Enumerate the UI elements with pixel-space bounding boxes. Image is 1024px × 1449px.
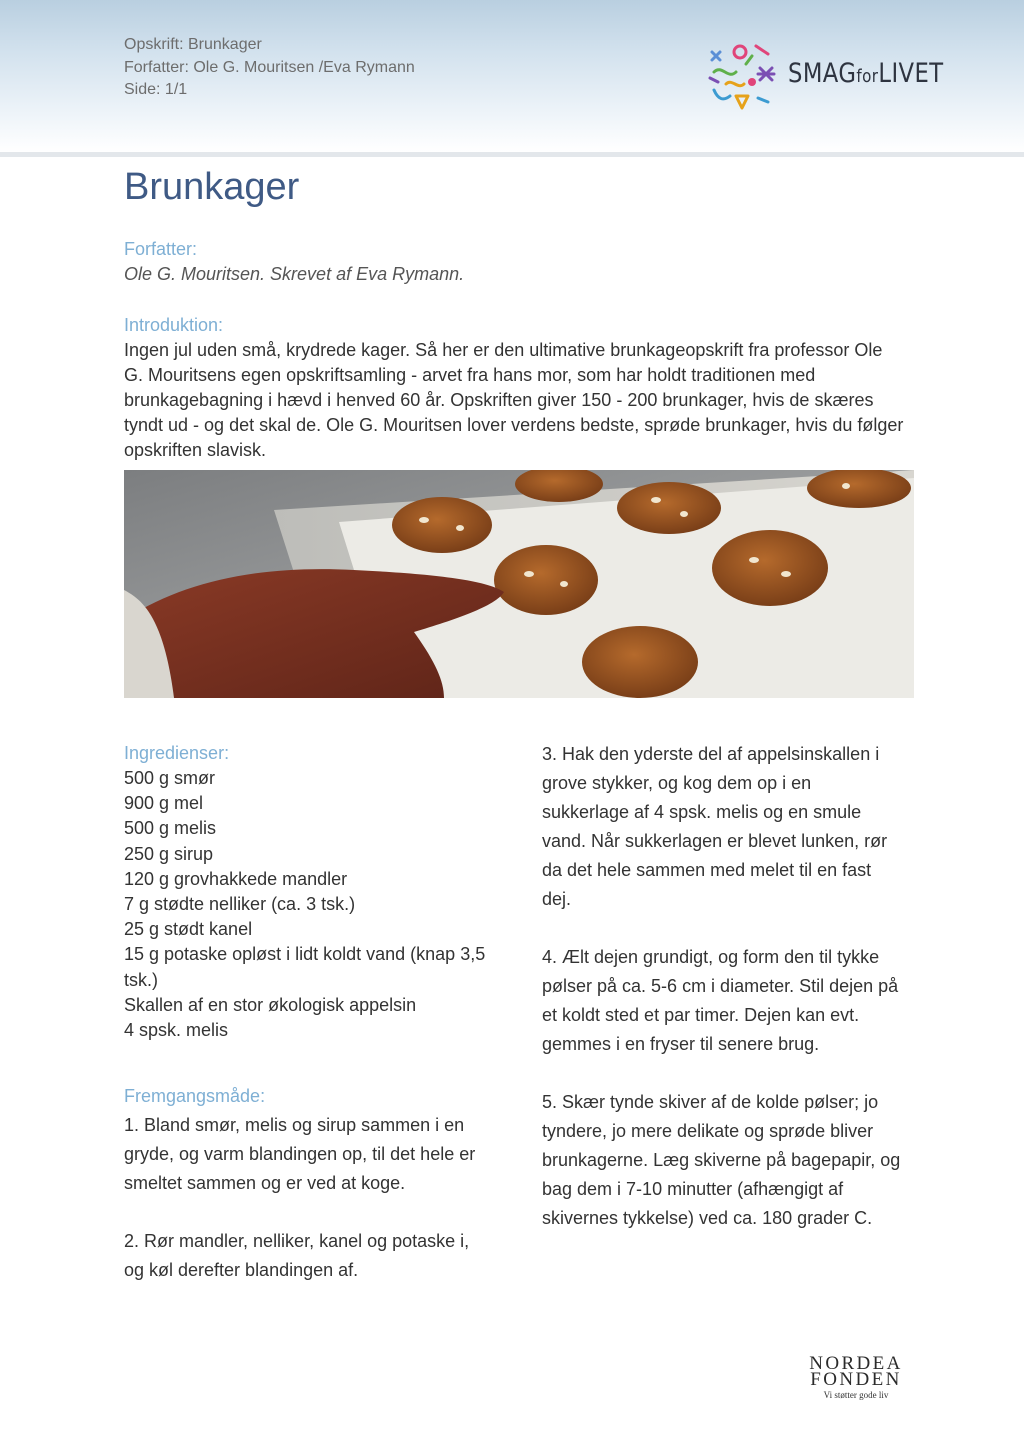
meta-page: Side: 1/1	[124, 81, 188, 98]
cookie	[392, 497, 492, 553]
ingredient-item: 25 g stødt kanel	[124, 919, 253, 940]
method-step-5: 5. Skær tynde skiver af de kolde pølser; jo tyndere, jo mere delikate og sprøde bliver brunkagerne. Læg skiverne på bagepapir, og bag dem i 7-10 minutter (afhængigt af skivernes tykkelse) ved ca. 180 grader C.	[542, 1092, 901, 1228]
recipe-title: Brunkager	[124, 166, 300, 208]
cookie	[617, 482, 721, 534]
almond-piece	[456, 525, 464, 531]
document-meta	[124, 34, 415, 102]
method-section	[124, 1084, 484, 1314]
ingredients-list	[124, 766, 494, 1043]
cookie	[712, 530, 828, 606]
brand-wordmark	[788, 58, 944, 89]
author-name: Ole G. Mouritsen. Skrevet af Eva Rymann.	[124, 264, 465, 284]
intro-section	[124, 313, 904, 463]
nordea-line-2: FONDEN	[810, 1369, 902, 1390]
cookie	[494, 545, 598, 615]
method-continued	[542, 740, 902, 1262]
brand-word-livet: LIVET	[878, 58, 944, 89]
almond-piece	[651, 497, 661, 503]
nordea-tagline: Vi støtter gode liv	[823, 1390, 889, 1400]
header-divider	[0, 152, 1024, 157]
almond-piece	[842, 483, 850, 489]
ingredients-section	[124, 741, 494, 1043]
almond-piece	[419, 517, 429, 523]
ingredient-item: 500 g melis	[124, 818, 217, 839]
ingredient-item: 7 g stødte nelliker (ca. 3 tsk.)	[124, 894, 356, 915]
smag-for-livet-logo	[706, 42, 946, 116]
author-label: Forfatter:	[124, 239, 198, 259]
meta-recipe: Opskrift: Brunkager	[124, 36, 262, 53]
ingredient-item: 500 g smør	[124, 768, 216, 788]
brand-word-for: for	[856, 66, 879, 87]
meta-author: Forfatter: Ole G. Mouritsen /Eva Rymann	[124, 58, 415, 76]
nordea-line-1: NORDEA	[809, 1353, 903, 1374]
ingredient-item: 120 g grovhakkede mandler	[124, 868, 348, 889]
author-section	[124, 237, 464, 287]
ingredients-label: Ingredienser:	[124, 743, 230, 763]
ingredient-item: 900 g mel	[124, 793, 204, 814]
ingredient-item: 4 spsk. melis	[124, 1020, 229, 1041]
brand-doodle-icon	[706, 42, 784, 116]
almond-piece	[781, 571, 791, 577]
method-label: Fremgangsmåde:	[124, 1086, 266, 1106]
method-step-2: 2. Rør mandler, nelliker, kanel og potaske i, og køl derefter blandingen af.	[124, 1231, 470, 1280]
method-step-3: 3. Hak den yderste del af appelsinskallen i grove stykker, og kog dem op i en sukkerlage af 4 spsk. melis og en smule vand. Når sukkerlagen er blevet lunken, rør da det hele sammen med melet til en fast dej.	[542, 744, 888, 909]
cookie	[582, 626, 698, 698]
brunkager-photo	[124, 470, 914, 698]
almond-piece	[560, 581, 568, 587]
intro-text: Ingen jul uden små, krydrede kager. Så her er den ultimative brunkageopskrift fra professor Ole G. Mouritsens egen opskriftsamling - arvet fra hans mor, som har holdt traditionen med brunkagebagning i hævd i henved 60 år. Opskriften giver 150 - 200 brunkager, hvis de skæres tyndt ud - og det skal de. Ole G. Mouritsen lover verdens bedste, sprøde brunkager, hvis du følger opskriften slavisk.	[124, 340, 904, 460]
method-step-1: 1. Bland smør, melis og sirup sammen i en gryde, og varm blandingen op, til det hele er smeltet sammen og er ved at koge.	[124, 1115, 476, 1193]
almond-piece	[680, 511, 688, 517]
ingredient-item: 15 g potaske opløst i lidt koldt vand (knap 3,5 tsk.)	[124, 944, 486, 990]
intro-label: Introduktion:	[124, 315, 224, 335]
almond-piece	[524, 571, 534, 577]
ingredient-item: 250 g sirup	[124, 843, 214, 864]
almond-piece	[749, 557, 759, 563]
method-step-4: 4. Ælt dejen grundigt, og form den til tykke pølser på ca. 5-6 cm i diameter. Stil dejen på et koldt sted et par timer. Dejen kan evt. gemmes i en fryser til senere brug.	[542, 947, 899, 1054]
nordea-fonden-logo	[800, 1353, 912, 1404]
ingredient-item: Skallen af en stor økologisk appelsin	[124, 994, 417, 1015]
brand-word-smag: SMAG	[788, 58, 857, 89]
